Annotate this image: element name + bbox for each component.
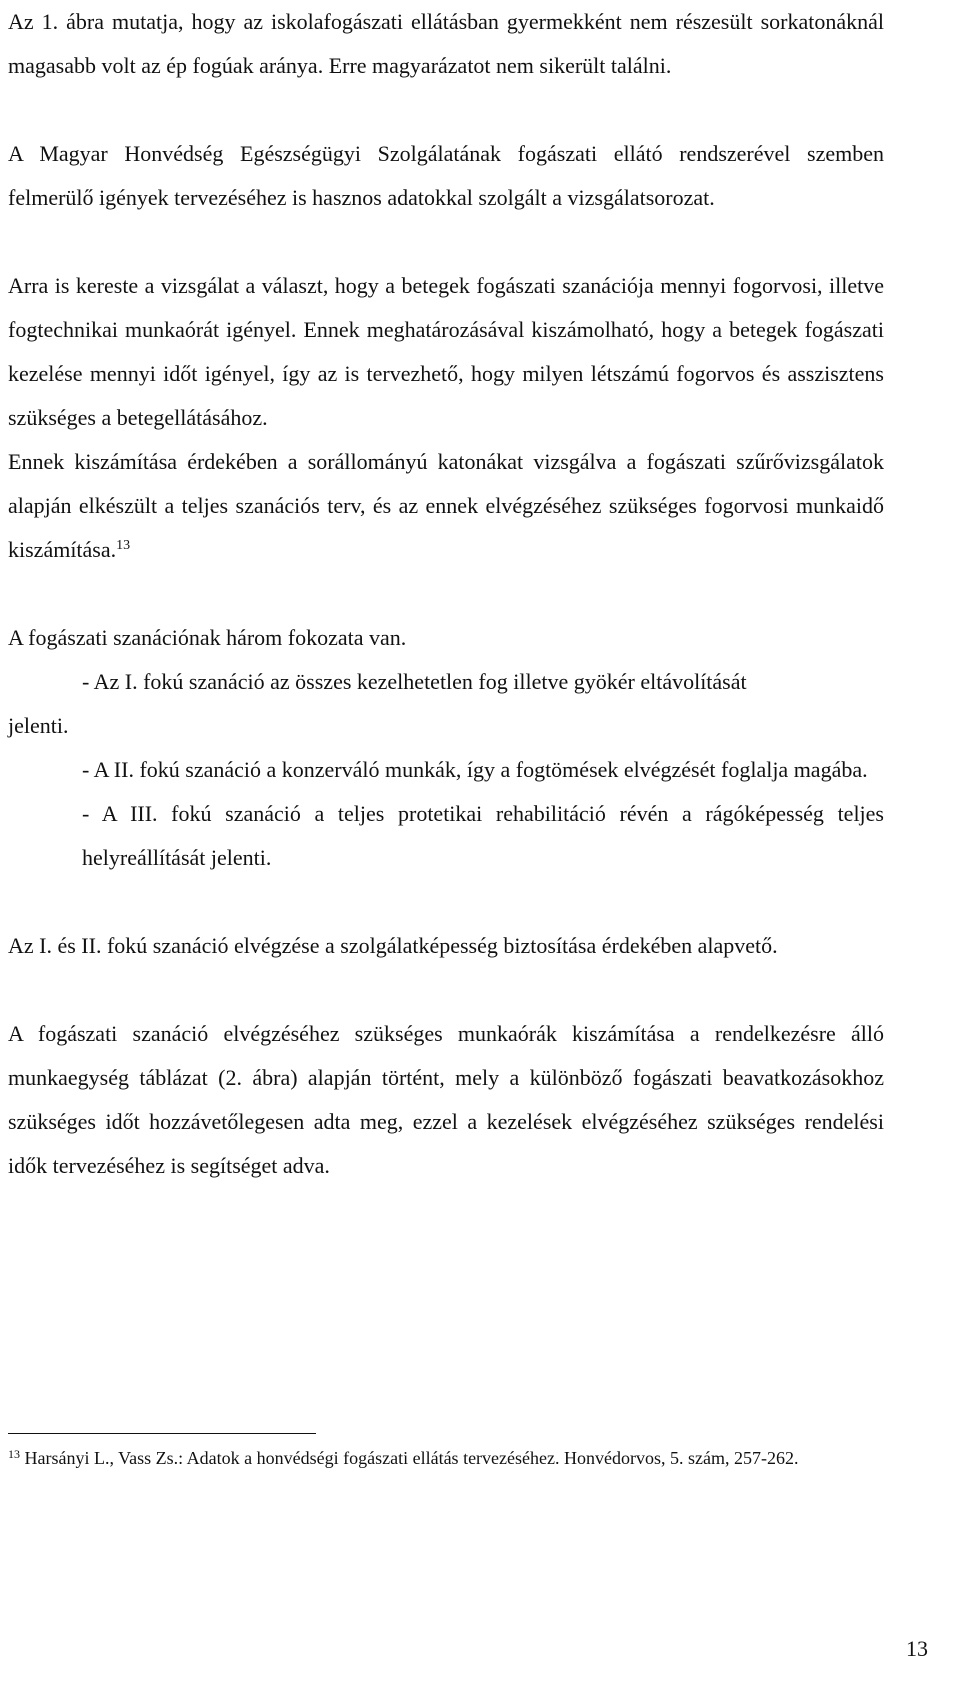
paragraph-5: A fogászati szanációnak három fokozata van. [8, 625, 407, 650]
document-body [8, 0, 884, 1188]
paragraph-1: Az 1. ábra mutatja, hogy az iskolafogászati ellátásban gyermekként nem részesült sorkatonáknál magasabb volt az ép fogúak aránya. Erre magyarázatot nem sikerült találni. [8, 9, 884, 78]
paragraph-3: Arra is kereste a vizsgálat a választ, hogy a betegek fogászati szanációja mennyi fogorvosi, illetve fogtechnikai munkaórát igényel. Ennek meghatározásával kiszámolható, hogy a betegek fogászati kezelése mennyi időt igényel, így az is tervezhető, hogy milyen létszámú fogorvos és asszisztens szükséges a betegellátásához. [8, 273, 884, 430]
footnote-text: Harsányi L., Vass Zs.: Adatok a honvédségi fogászati ellátás tervezéséhez. Honvédorvos, 5. szám, 257-262. [24, 1448, 799, 1468]
paragraph-6: Az I. és II. fokú szanáció elvégzése a szolgálatképesség biztosítása érdekében alapvető. [8, 933, 778, 958]
footnote [8, 1446, 884, 1470]
paragraph-4-text: Ennek kiszámítása érdekében a sorállományú katonákat vizsgálva a fogászati szűrővizsgálatok alapján elkészült a teljes szanációs terv, és az ennek elvégzéséhez szükséges fogorvosi munkaidő kiszámítása. [8, 449, 884, 562]
page-number: 13 [906, 1636, 928, 1661]
paragraph-4 [8, 440, 884, 572]
list-item-3: - A III. fokú szanáció a teljes protetikai rehabilitáció révén a rágóképesség teljes helyreállítását jelenti. [82, 801, 884, 870]
footnote-divider [8, 1433, 316, 1434]
footnote-number: 13 [8, 1447, 20, 1461]
paragraph-2: A Magyar Honvédség Egészségügyi Szolgálatának fogászati ellátó rendszerével szemben felmerülő igények tervezéséhez is hasznos adatokkal szolgált a vizsgálatsorozat. [8, 141, 884, 210]
list-item-1: - Az I. fokú szanáció az összes kezelhetetlen fog illetve gyökér eltávolítását [82, 669, 747, 694]
list-item-2: - A II. fokú szanáció a konzerváló munkák, így a fogtömések elvégzését foglalja magába. [82, 757, 868, 782]
list-item-1-continuation: jelenti. [8, 713, 69, 738]
footnote-reference: 13 [116, 538, 131, 553]
paragraph-7: A fogászati szanáció elvégzéséhez szükséges munkaórák kiszámítása a rendelkezésre álló munkaegység táblázat (2. ábra) alapján történt, mely a különböző fogászati beavatkozásokhoz szükséges időt hozzávetőlegesen adta meg, ezzel a kezelések elvégzéséhez szükséges rendelési idők tervezéséhez is segítséget adva. [8, 1021, 884, 1178]
